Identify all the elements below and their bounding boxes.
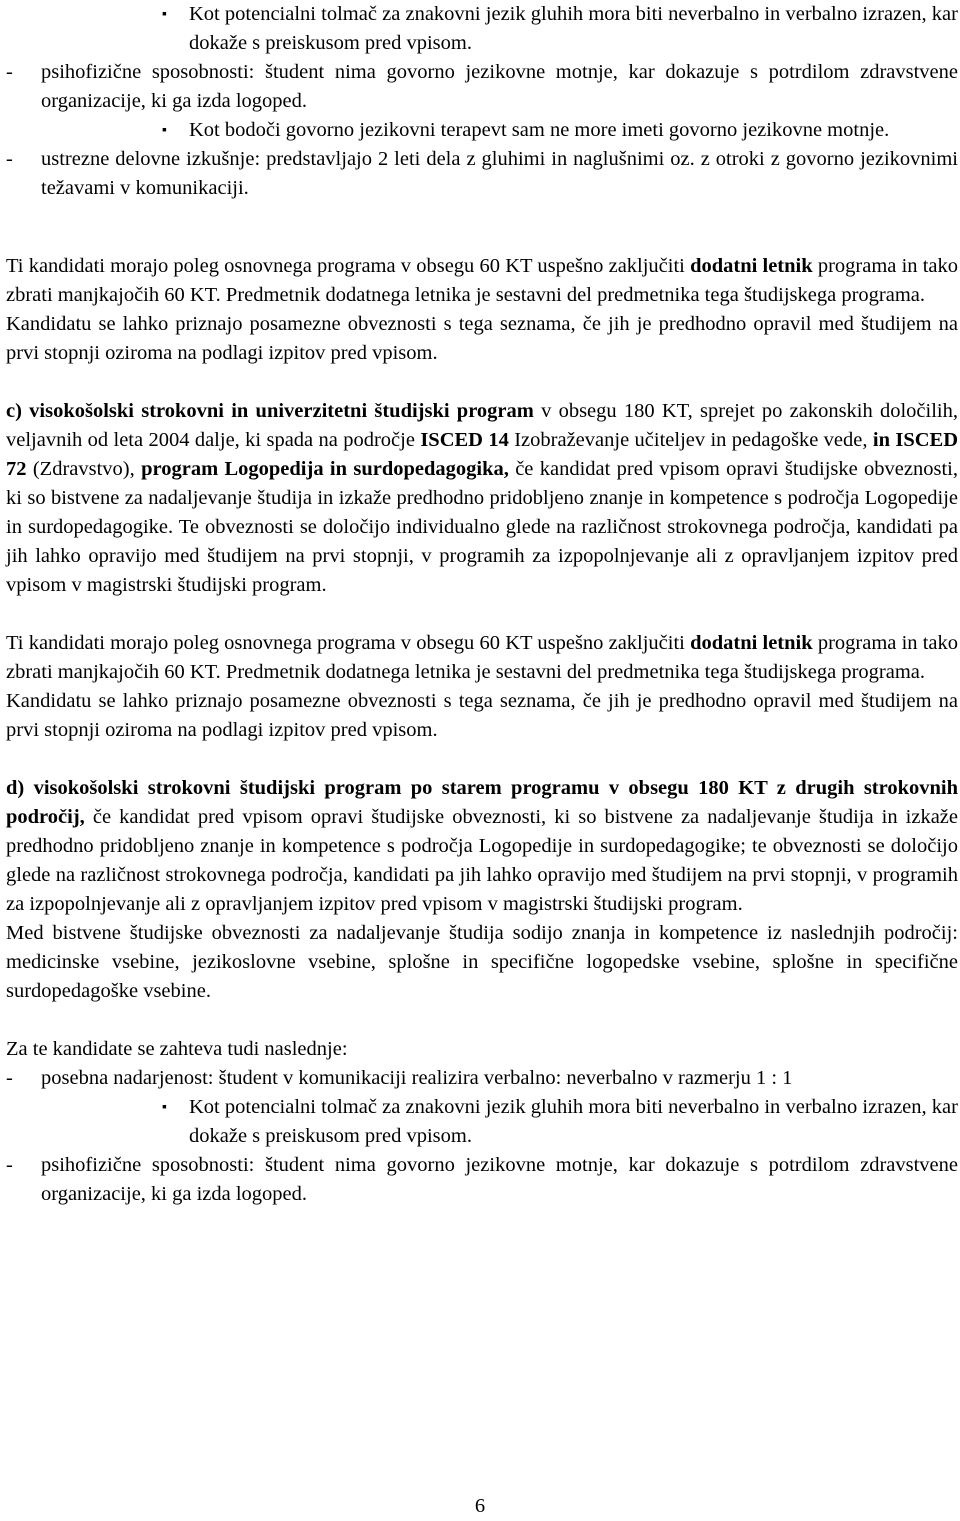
extra-year-paragraph: Ti kandidati morajo poleg osnovnega programa v obsegu 60 KT uspešno zaključiti dodatni letnik programa in tako zbrati manjkajočih 60 KT. Predmetnik dodatnega letnika je sestavni del predmetnika tega študijskega programa. bbox=[6, 632, 959, 683]
section-d-paragraph: d) visokošolski strokovni študijski program po starem programu v obsegu 180 KT z drugih strokovnih področij, če kandidat pred vpisom opravi študijske obveznosti, ki so bistvene za nadaljevanje študija in izkaže predhodno pridobljeno znanje in kompetence s področja Logopedije in surdopedagogike; te obveznosti se določijo glede na različnost strokovnega področja, kandidati pa jih lahko opravijo med študijem na prvi stopnji, v programih za izpopolnjevanje ali z opravljanjem izpitov pred vpisom v magistrski študijski program. bbox=[6, 777, 959, 915]
bullet-item: ▪ Kot bodoči govorno jezikovni terapevt sam ne more imeti govorno jezikovne motnje. bbox=[6, 116, 958, 145]
page-number: 6 bbox=[474, 1495, 486, 1517]
dash-marker: - bbox=[6, 148, 13, 170]
dash-item: - ustrezne delovne izkušnje: predstavljajo 2 leti dela z gluhimi in naglušnimi oz. z otroki z govorno jezikovnimi težavami v komunikaciji. bbox=[6, 145, 958, 203]
dash-item: - posebna nadarjenost: študent v komunikaciji realizira verbalno: neverbalno v razmerju 1 : 1 bbox=[6, 1064, 958, 1093]
dash-marker: - bbox=[6, 1067, 13, 1089]
document-page bbox=[6, 0, 958, 1209]
bullet-item: ▪ Kot potencialni tolmač za znakovni jezik gluhih mora biti neverbalno in verbalno izrazen, kar dokaže s preiskusom pred vpisom. bbox=[6, 0, 958, 58]
recognition-paragraph: Kandidatu se lahko priznajo posamezne obveznosti s tega seznama, če jih je predhodno opravil med študijem na prvi stopnji oziroma na podlagi izpitov pred vpisom. bbox=[6, 690, 958, 741]
requirements-intro: Za te kandidate se zahteva tudi naslednje: bbox=[6, 1038, 348, 1060]
dash-marker: - bbox=[6, 1154, 13, 1176]
square-bullet-icon: ▪ bbox=[162, 123, 167, 138]
dash-item: - psihofizične sposobnosti: študent nima govorno jezikovne motnje, kar dokazuje s potrdilom zdravstvene organizacije, ki ga izda logoped. bbox=[6, 58, 958, 116]
essentials-paragraph: Med bistvene študijske obveznosti za nadaljevanje študija sodijo znanja in kompetence iz naslednjih področij: medicinske vsebine, jezikoslovne vsebine, splošne in specifične logopedske vsebine, splošne in specifične surdopedagoške vsebine. bbox=[6, 922, 958, 1002]
bullet-item: ▪ Kot potencialni tolmač za znakovni jezik gluhih mora biti neverbalno in verbalno izrazen, kar dokaže s preiskusom pred vpisom. bbox=[6, 1093, 958, 1151]
square-bullet-icon: ▪ bbox=[162, 7, 167, 22]
dash-item: - psihofizične sposobnosti: študent nima govorno jezikovne motnje, kar dokazuje s potrdilom zdravstvene organizacije, ki ga izda logoped. bbox=[6, 1151, 958, 1209]
recognition-paragraph: Kandidatu se lahko priznajo posamezne obveznosti s tega seznama, če jih je predhodno opravil med študijem na prvi stopnji oziroma na podlagi izpitov pred vpisom. bbox=[6, 313, 958, 364]
extra-year-paragraph: Ti kandidati morajo poleg osnovnega programa v obsegu 60 KT uspešno zaključiti dodatni letnik programa in tako zbrati manjkajočih 60 KT. Predmetnik dodatnega letnika je sestavni del predmetnika tega študijskega programa. bbox=[6, 255, 959, 306]
dash-marker: - bbox=[6, 61, 13, 83]
section-c-paragraph: c) visokošolski strokovni in univerzitetni študijski program v obsegu 180 KT, sprejet po zakonskih določilih, veljavnih od leta 2004 dalje, ki spada na področje ISCED 14 Izobraževanje učiteljev in pedagoške vede, in ISCED 72 (Zdravstvo), program Logopedija in surdopedagogika, če kandidat pred vpisom opravi študijske obveznosti, ki so bistvene za nadaljevanje študija in izkaže predhodno pridobljeno znanje in kompetence s področja Logopedije in surdopedagogike. Te obveznosti se določijo individualno glede na različnost strokovnega področja, kandidati pa jih lahko opravijo med študijem na prvi stopnji, v programih za izpopolnjevanje ali z opravljanjem izpitov pred vpisom v magistrski študijski program. bbox=[6, 400, 959, 596]
square-bullet-icon: ▪ bbox=[162, 1100, 167, 1115]
